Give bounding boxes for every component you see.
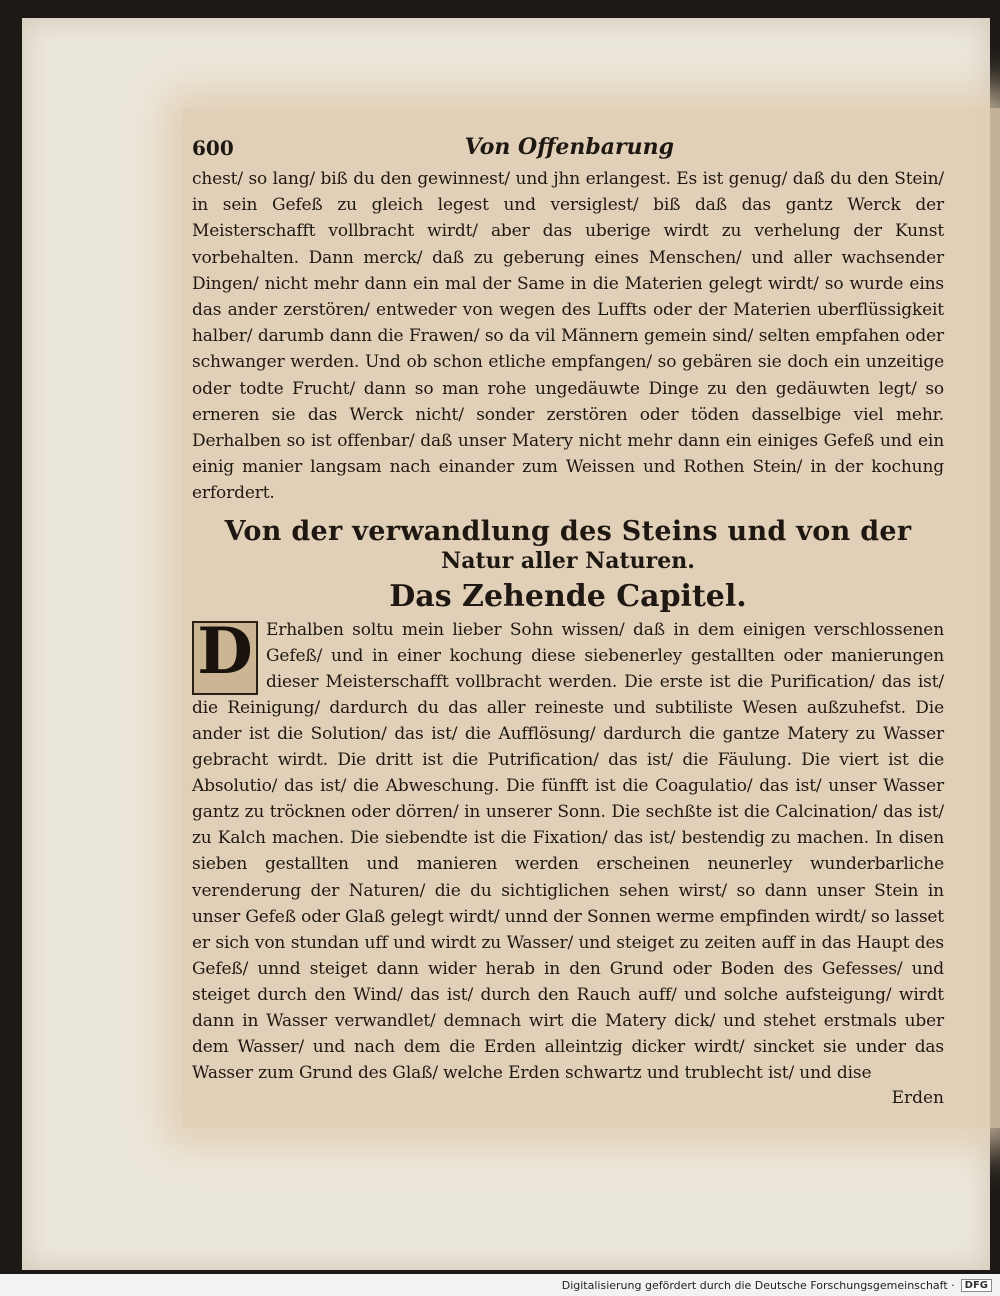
- dfg-logo: DFG: [961, 1279, 992, 1292]
- page-number: 600: [192, 136, 234, 160]
- running-head: Von Offenbarung: [464, 134, 674, 160]
- paragraph-2: Erhalben soltu mein lieber Sohn wissen/ daß in dem einigen verschlossenen Gefeß/ und in einer kochung diese siebenerley gestallten oder manierungen dieser Meisterschafft vollbracht werden. Die erste ist die Purification/ das ist/ die Reinigung/ dardurch du das aller reineste und subtiliste Wesen außzuhefst. Die ander ist die Solution/ das ist/ die Aufflösung/ dardurch die gantze Matery zu Wasser gebracht wirdt. Die dritt ist die Putrification/ das ist/ die Fäulung. Die viert ist die Absolutio/ das ist/ die Abweschung. Die fünfft ist die Coagulatio/ das ist/ unser Wasser gantz zu tröcknen oder dörren/ in unserer Sonn. Die sechßte ist die Calcination/ das ist/ zu Kalch machen. Die siebendte ist die Fixation/ das ist/ bestendig zu machen. In disen sieben gestallten und manieren werden erscheinen neunerley wunderbarliche verenderung der Naturen/ die du sichtiglichen sehen wirst/ so dann unser Stein in unser Gefeß oder Glaß gelegt wirdt/ unnd der Sonnen werme empfinden wirdt/ so lasset er sich von stundan uff und wirdt zu Wasser/ und steiget zu zeiten auff in das Haupt des Gefeß/ unnd steiget dann wider herab in den Grund oder Boden des Gefesses/ und steiget durch den Wind/ das ist/ durch den Rauch auff/ und solche aufsteigung/ wirdt dann in Wasser verwandlet/ demnach wirt die Matery dick/ und stehet erstmals uber dem Wasser/ und nach dem die Erden alleintzig dicker wirdt/ sincket sie under das Wasser zum Grund des Glaß/ welche Erden schwartz und trublecht ist/ und dise: [192, 619, 944, 1084]
- digitization-footer: [0, 1274, 1000, 1296]
- funding-credit: Digitalisierung gefördert durch die Deutsche Forschungsgemeinschaft ·: [561, 1278, 955, 1292]
- section-heading: Von der verwandlung des Steins und von der: [224, 515, 912, 547]
- dropcap-initial: D: [192, 621, 258, 695]
- section-subheading: Natur aller Naturen.: [441, 547, 695, 574]
- page-header: [192, 126, 944, 160]
- paragraph-1: chest/ so lang/ biß du den gewinnest/ und jhn erlangest. Es ist genug/ daß du den Stein/ in sein Gefeß zu gleich legest und versiglest/ biß daß das gantz Werck der Meisterschafft vollbracht wirdt/ aber das uberige wirdt zu verhelung der Kunst vorbehalten. Dann merck/ daß zu geberung eines Menschen/ und aller wachsender Dingen/ nicht mehr dann ein mal der Same in die Materien gelegt wirdt/ so wurde eins das ander zerstören/ entweder von wegen des Luffts oder der Materien uberflüssigkeit halber/ darumb dann die Frawen/ so da vil Männern gemein sind/ selten empfahen oder schwanger werden. Und ob schon etliche empfangen/ so gebären sie doch ein unzeitige oder todte Frucht/ dann so man rohe ungedäuwte Dinge zu den gedäuwten legt/ so erneren sie das Werck nicht/ sonder zerstören oder töden dasselbige viel mehr. Derhalben so ist offenbar/ daß unser Matery nicht mehr dann ein einiges Gefeß und ein einig manier langsam nach einander zum Weissen und Rothen Stein/ in der kochung erfordert.: [192, 169, 944, 504]
- catchword: Erden: [891, 1088, 944, 1109]
- page-text: [192, 126, 944, 1110]
- chapter-body: [192, 613, 944, 1087]
- chapter-title: Das Zehende Capitel.: [389, 578, 747, 614]
